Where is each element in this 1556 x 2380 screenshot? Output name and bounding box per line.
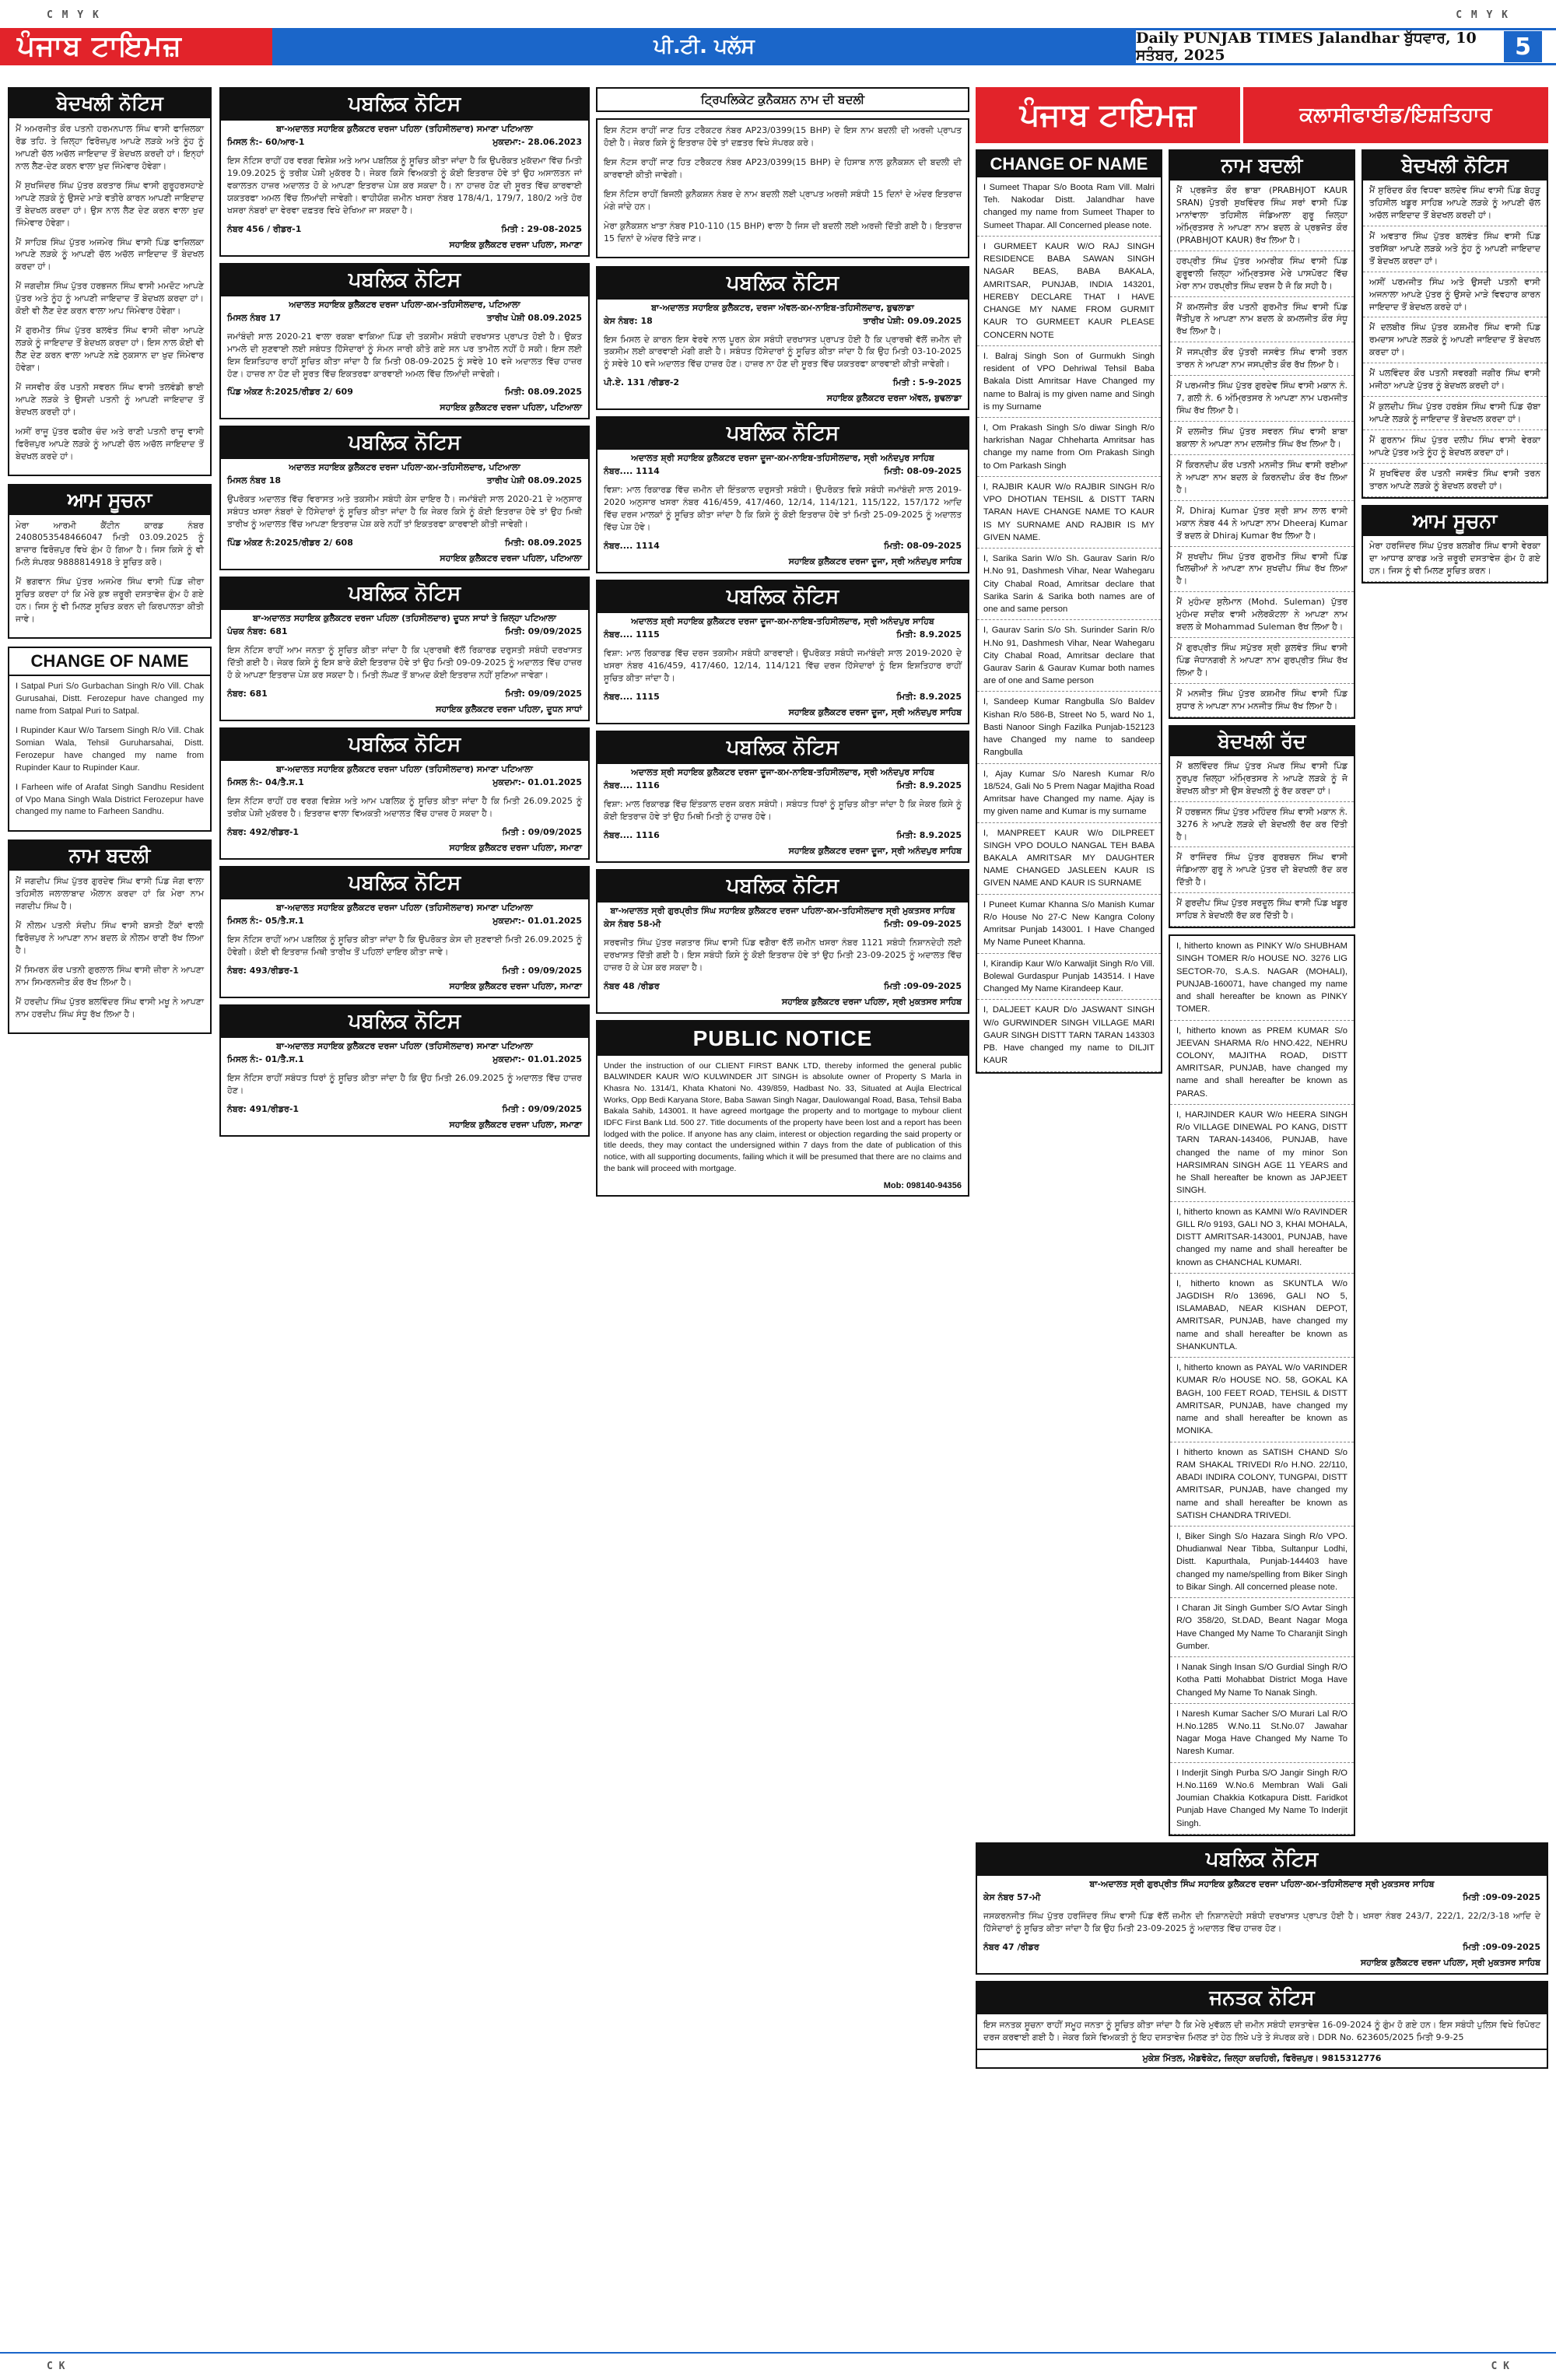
section-title: ਪੀ.ਟੀ. ਪਲੱਸ xyxy=(272,28,1136,65)
column-1 xyxy=(8,87,212,2351)
notice-case: ਪੰਚਕ ਨੰਬਰ: 681 xyxy=(227,626,288,637)
classified-entry: ਮੈਂ ਮਨਜੀਤ ਸਿੰਘ ਪੁੱਤਰ ਕਸ਼ਮੀਰ ਸਿੰਘ ਵਾਸੀ ਪਿੰਡ ਸੁਧਾਰ ਨੇ ਆਪਣਾ ਨਾਮ ਮਨਜੀਤ ਸਿੰਘ ਰੱਖ ਲਿਆ ਹੈ। xyxy=(1170,684,1354,717)
notice-heading: ਪਬਲਿਕ ਨੋਟਿਸ xyxy=(598,418,968,450)
section-heading: ਬੇਦਖਲੀ ਨੋਟਿਸ xyxy=(1363,151,1547,181)
notice-meta xyxy=(221,135,588,150)
notice-body: ਵਿਸ਼ਾ: ਮਾਲ ਰਿਕਾਰਡ ਵਿੱਚ ਇੰਤਕਾਲ ਦਰਜ ਕਰਨ ਸਬੰਧੀ। ਸਬੰਧਤ ਧਿਰਾਂ ਨੂੰ ਸੂਚਿਤ ਕੀਤਾ ਜਾਂਦਾ ਹੈ ਕਿ ਜੇਕਰ ਕਿਸੇ ਨੂੰ ਕੋਈ ਇਤਰਾਜ਼ ਹੋਵੇ ਤਾਂ ਉਹ ਮਿਥੀ ਮਿਤੀ ਨੂੰ ਹਾਜ਼ਰ ਹੋਵੇ। xyxy=(604,798,962,822)
change-of-name-box xyxy=(976,149,1162,1074)
notice-meta xyxy=(221,1052,588,1067)
notice-footer xyxy=(221,384,588,400)
section-heading: CHANGE OF NAME xyxy=(977,151,1161,177)
classified-entry: ਮੈਂ ਰਾਜਿੰਦਰ ਸਿੰਘ ਪੁੱਤਰ ਗੁਰਬਚਨ ਸਿੰਘ ਵਾਸੀ ਜੰਡਿਆਲਾ ਗੁਰੂ ਨੇ ਆਪਣੇ ਪੁੱਤਰ ਦੀ ਬੇਦਖਲੀ ਰੱਦ ਕਰ ਦਿੱਤੀ ਹੈ। xyxy=(1170,847,1354,893)
notice-ref: ਨੰਬਰ.... 1115 xyxy=(604,691,660,702)
notice-date: ਮੁਕਦਮਾ:- 01.01.2025 xyxy=(492,1053,582,1064)
notice-footer xyxy=(598,828,968,843)
notice-signature: ਸਹਾਇਕ ਕੁਲੈਕਟਰ ਦਰਜਾ ਪਹਿਲਾ, ਸ੍ਰੀ ਮੁਕਤਸਰ ਸਾਹਿਬ xyxy=(1360,1957,1540,1968)
classified-entry: I, hitherto known as SKUNTLA W/o JAGDISH R/o 13696, GALI NO 5, ISLAMABAD, NEAR KISHAN DEPOT, AMRITSAR, PUNJAB, have changed my name and shall hereafter be known as SHANKUNTLA. xyxy=(1170,1274,1354,1358)
classified-entry: ਮੈਂ ਕਮਲਜੀਤ ਕੌਰ ਪਤਨੀ ਗੁਰਮੀਤ ਸਿੰਘ ਵਾਸੀ ਪਿੰਡ ਜੈਂਤੀਪੁਰ ਨੇ ਆਪਣਾ ਨਾਮ ਬਦਲ ਕੇ ਕਮਲਜੀਤ ਕੌਰ ਸੰਧੂ ਰੱਖ ਲਿਆ ਹੈ। xyxy=(1170,297,1354,343)
classified-entry: I hitherto known as SATISH CHAND S/o RAM SHAKAL TRIVEDI R/o H.NO. 22/110, ABADI INDIRA COLONY, TUNGPAI, DISTT AMRITSAR, PUNJAB, have changed my name and shall hereafter be known as SATISH CHANDRA TRIVEDI. xyxy=(1170,1442,1354,1526)
notice-ref: ਪਿੰਡ ਅੰਕਣ ਨੰ:2025/ਰੀਡਰ 2/ 609 xyxy=(227,387,353,398)
notice-signature: ਸਹਾਇਕ ਕੁਲੈਕਟਰ ਦਰਜਾ ਪਹਿਲਾ, ਪਟਿਆਲਾ xyxy=(440,553,582,564)
classified-entry: ਮੈਂ ਗੁਰਪ੍ਰੀਤ ਸਿੰਘ ਸਪੁੱਤਰ ਸ਼੍ਰੀ ਕੁਲਵੰਤ ਸਿੰਘ ਵਾਸੀ ਪਿੰਡ ਜੋਧਾਨਗਰੀ ਨੇ ਆਪਣਾ ਨਾਮ ਗੁਰਪ੍ਰੀਤ ਸਿੰਘ ਰੱਖ ਲਿਆ ਹੈ। xyxy=(1170,638,1354,684)
notice-case: ਮਿਸਲ ਨੰ:- 05/ਤੈ.ਸ.1 xyxy=(227,915,304,926)
notice-meta xyxy=(598,627,968,643)
classified-entry: I Naresh Kumar Sacher S/O Murari Lal R/O H.No.1285 W.No.11 St.No.07 Jawahar Nagar Moga Have Changed My Name To Naresh Kumar. xyxy=(1170,1704,1354,1763)
classified-entry: ਮੈਂ ਸੁਖਦੀਪ ਸਿੰਘ ਪੁੱਤਰ ਗੁਰਮੀਤ ਸਿੰਘ ਵਾਸੀ ਪਿੰਡ ਖਿਲਚੀਆਂ ਨੇ ਆਪਣਾ ਨਾਮ ਸੁਖਦੀਪ ਸਿੰਘ ਰੱਖ ਲਿਆ ਹੈ। xyxy=(1170,547,1354,593)
classified-col-c xyxy=(1362,149,1548,1842)
notice-ref: ਨੰਬਰ: 681 xyxy=(227,689,268,699)
notice-issued: ਮਿਤੀ : 5-9-2025 xyxy=(892,377,962,388)
notice-court: ਬਾ-ਅਦਾਲਤ ਸਹਾਇਕ ਕੁਲੈਕਟਰ ਦਰਜਾ ਪਹਿਲਾ (ਤਹਿਸੀਲਦਾਰ) ਦੂਧਨ ਸਾਧਾਂ ਤੇ ਜ਼ਿਲ੍ਹਾ ਪਟਿਆਲਾ xyxy=(253,613,556,624)
notice-list xyxy=(9,676,210,830)
entry-list xyxy=(1170,181,1354,717)
notice-signature: ਸਹਾਇਕ ਕੁਲੈਕਟਰ ਦਰਜਾ ਪਹਿਲਾ, ਸਮਾਣਾ xyxy=(449,842,582,853)
notice-date: ਮਿਤੀ: 08-09-2025 xyxy=(884,466,962,477)
notice-court: ਬਾ-ਅਦਾਲਤ ਸਹਾਇਕ ਕੁਲੈਕਟਰ ਦਰਜਾ ਪਹਿਲਾ (ਤਹਿਸੀਲਦਾਰ) ਸਮਾਣਾ ਪਟਿਆਲਾ xyxy=(276,764,533,775)
notice-footer xyxy=(221,686,588,702)
notice-date: ਮਿਤੀ: 09/09/2025 xyxy=(505,626,582,637)
classified-entry: I, Ajay Kumar S/o Naresh Kumar R/o 18/524, Gali No 5 Prem Nagar Majitha Road Amritsar have Changed my name. Ajay is my given name and Kumar is my surname xyxy=(977,764,1161,823)
entry-list xyxy=(1363,181,1547,497)
notice-court: ਬਾ-ਅਦਾਲਤ ਸ੍ਰੀ ਗੁਰਪ੍ਰੀਤ ਸਿੰਘ ਸਹਾਇਕ ਕੁਲੈਕਟਰ ਦਰਜਾ ਪਹਿਲਾ-ਕਮ-ਤਹਿਸੀਲਦਾਰ ਸ੍ਰੀ ਮੁਕਤਸਰ ਸਾਹਿਬ xyxy=(610,905,955,916)
notice-issued: ਮਿਤੀ: 08-09-2025 xyxy=(884,541,962,552)
classified-entry: ਮੈਂ ਕਿਰਨਦੀਪ ਕੌਰ ਪਤਨੀ ਮਨਜੀਤ ਸਿੰਘ ਵਾਸੀ ਰਈਆ ਨੇ ਆਪਣਾ ਨਾਮ ਬਦਲ ਕੇ ਕਿਰਨਦੀਪ ਕੌਰ ਰੱਖ ਲਿਆ ਹੈ। xyxy=(1170,455,1354,501)
notice-footer xyxy=(598,538,968,554)
public-notice xyxy=(219,866,590,998)
registration-mark: C K xyxy=(1491,2361,1509,2372)
notice-case: ਮਿਸਲ ਨੰ:- 01/ਤੈ.ਸ.1 xyxy=(227,1053,304,1064)
classified-col-a xyxy=(976,149,1162,1842)
entry-list xyxy=(977,177,1161,1072)
notice-item: ਮੇਰਾ ਕੁਨੈਕਸ਼ਨ ਖਾਤਾ ਨੰਬਰ P10-110 (15 BHP) ਵਾਲਾ ਹੈ ਜਿਸ ਦੀ ਬਦਲੀ ਲਈ ਅਰਜ਼ੀ ਦਿੱਤੀ ਗਈ ਹੈ। ਇਤਰਾਜ਼ 15 ਦਿਨਾਂ ਦੇ ਅੰਦਰ ਦਿੱਤੇ ਜਾਣ। xyxy=(604,220,962,244)
column-3 xyxy=(596,87,969,2351)
classified-entry: ਮੈਂ ਸੁਰਿੰਦਰ ਕੌਰ ਵਿਧਵਾ ਬਲਦੇਵ ਸਿੰਘ ਵਾਸੀ ਪਿੰਡ ਬੋਹੜੂ ਤਹਿਸੀਲ ਖਡੂਰ ਸਾਹਿਬ ਆਪਣੇ ਲੜਕੇ ਨੂੰ ਆਪਣੀ ਚੱਲ ਅਚੱਲ ਜਾਇਦਾਦ ਤੋਂ ਬੇਦਖਲ ਕਰਦੀ ਹਾਂ। xyxy=(1363,181,1547,226)
notice-heading: ਪਬਲਿਕ ਨੋਟਿਸ xyxy=(977,1844,1547,1876)
classified-entry: ਮੈਂ ਪਲਵਿੰਦਰ ਕੌਰ ਪਤਨੀ ਸਵਰਗੀ ਜਗੀਰ ਸਿੰਘ ਵਾਸੀ ਮਜੀਠਾ ਆਪਣੇ ਪੁੱਤਰ ਨੂੰ ਬੇਦਖਲ ਕਰਦੀ ਹਾਂ। xyxy=(1363,363,1547,397)
classified-banner xyxy=(976,87,1548,143)
public-notice xyxy=(219,87,590,257)
classified-entry: ਮੈਂ ਬਲਵਿੰਦਰ ਸਿੰਘ ਪੁੱਤਰ ਮੱਘਰ ਸਿੰਘ ਵਾਸੀ ਪਿੰਡ ਨੂਰਪੁਰ ਜ਼ਿਲ੍ਹਾ ਅੰਮ੍ਰਿਤਸਰ ਨੇ ਆਪਣੇ ਲੜਕੇ ਨੂੰ ਜੋ ਬੇਦਖਲ ਕੀਤਾ ਸੀ ਉਸ ਬੇਦਖਲੀ ਨੂੰ ਰੱਦ ਕਰਦਾ ਹਾਂ। xyxy=(1170,756,1354,802)
notice-ref: ਨੰਬਰ: 493/ਰੀਡਰ-1 xyxy=(227,965,300,976)
notice-meta xyxy=(221,473,588,489)
notice-item: ਅਸੀਂ ਰਾਜੂ ਪੁੱਤਰ ਫਕੀਰ ਚੰਦ ਅਤੇ ਰਾਣੀ ਪਤਨੀ ਰਾਜੂ ਵਾਸੀ ਫਿਰੋਜ਼ਪੁਰ ਆਪਣੇ ਲੜਕੇ ਨੂੰ ਆਪਣੀ ਚੱਲ ਅਚੱਲ ਜਾਇਦਾਦ ਤੋਂ ਬੇਦਖਲ ਕਰਦੇ ਹਾਂ। xyxy=(16,426,204,461)
notice-case: ਕੇਸ ਨੰਬਰ 58-ਮੀ xyxy=(604,918,661,929)
notice-item: I Farheen wife of Arafat Singh Sandhu Resident of Vpo Mana Singh Wala District Ferozepur have changed my name to Farheen Sandhu. xyxy=(16,782,204,817)
public-notice-box xyxy=(596,1020,969,1197)
notice-body: ਵਿਸ਼ਾ: ਮਾਲ ਰਿਕਾਰਡ ਵਿੱਚ ਜ਼ਮੀਨ ਦੀ ਇੰਤਕਾਲ ਦਰੁਸਤੀ ਸਬੰਧੀ। ਉਪਰੋਕਤ ਵਿਸ਼ੇ ਸਬੰਧੀ ਜਮਾਂਬੰਦੀ ਸਾਲ 2019-2020 ਅਨੁਸਾਰ ਖਸਰਾ ਨੰਬਰ 416/459, 417/460, 12/14, 114/121, 115/122, 157/172 ਆਦਿ ਵਿੱਚ ਦਰਜ ਮਾਲਕਾਂ ਨੂੰ ਸੂਚਿਤ ਕੀਤਾ ਜਾਂਦਾ ਹੈ ਕਿ ਕਿਸੇ ਨੂੰ ਕੋਈ ਇਤਰਾਜ਼ ਹੋਵੇ ਤਾਂ ਮਿਤੀ 25-09-2025 ਨੂੰ ਅਦਾਲਤ ਵਿੱਚ ਪੇਸ਼ ਹੋਵੇ। xyxy=(604,485,962,533)
notice-signature: ਸਹਾਇਕ ਕੁਲੈਕਟਰ ਦਰਜਾ ਪਹਿਲਾ, ਸਮਾਣਾ xyxy=(449,980,582,991)
notice-item: ਮੈਂ ਨੀਲਮ ਪਤਨੀ ਸੰਦੀਪ ਸਿੰਘ ਵਾਸੀ ਬਸਤੀ ਟੈਂਕਾਂ ਵਾਲੀ ਫਿਰੋਜ਼ਪੁਰ ਨੇ ਆਪਣਾ ਨਾਮ ਬਦਲ ਕੇ ਨੀਲਮ ਰਾਣੀ ਰੱਖ ਲਿਆ ਹੈ। xyxy=(16,920,204,956)
notice-court: ਅਦਾਲਤ ਸ਼੍ਰੀ ਸਹਾਇਕ ਕੁਲੈਕਟਰ ਦਰਜਾ ਦੂਜਾ-ਕਮ-ਨਾਇਬ-ਤਹਿਸੀਲਦਾਰ, ਸ੍ਰੀ ਅਨੰਦਪੁਰ ਸਾਹਿਬ xyxy=(631,616,934,627)
column-2 xyxy=(219,87,590,2351)
notice-heading: ਪਬਲਿਕ ਨੋਟਿਸ xyxy=(598,581,968,613)
notice-body: ਵਿਸ਼ਾ: ਮਾਲ ਰਿਕਾਰਡ ਵਿੱਚ ਦਰਜ ਤਕਸੀਮ ਸਬੰਧੀ ਕਾਰਵਾਈ। ਉਪਰੋਕਤ ਸਬੰਧੀ ਜਮਾਂਬੰਦੀ ਸਾਲ 2019-2020 ਦੇ ਖਸਰਾ ਨੰਬਰ 416/459, 417/460, 12/14, 114/121 ਵਿੱਚ ਦਰਜ ਹਿੱਸੇਦਾਰਾਂ ਨੂੰ ਇਸ ਇਸ਼ਤਿਹਾਰ ਰਾਹੀਂ ਸੂਚਿਤ ਕੀਤਾ ਜਾਂਦਾ ਹੈ। xyxy=(604,648,962,683)
notice-court: ਬਾ-ਅਦਾਲਤ ਸਹਾਇਕ ਕੁਲੈਕਟਰ ਦਰਜਾ ਪਹਿਲਾ (ਤਹਿਸੀਲਦਾਰ) ਸਮਾਣਾ ਪਟਿਆਲਾ xyxy=(276,124,533,134)
section-heading: ਨਾਮ ਬਦਲੀ xyxy=(1170,151,1354,181)
notice-item: ਮੈਂ ਸਾਹਿਬ ਸਿੰਘ ਪੁੱਤਰ ਅਜਮੇਰ ਸਿੰਘ ਵਾਸੀ ਪਿੰਡ ਫਾਜ਼ਿਲਕਾ ਆਪਣੇ ਲੜਕੇ ਨੂੰ ਆਪਣੀ ਚੱਲ ਅਚੱਲ ਜਾਇਦਾਦ ਤੋਂ ਬੇਦਖਲ ਕਰਦਾ ਹਾਂ। xyxy=(16,237,204,272)
notice-signature: ਸਹਾਇਕ ਕੁਲੈਕਟਰ ਦਰਜਾ ਪਹਿਲਾ, ਸ੍ਰੀ ਮੁਕਤਸਰ ਸਾਹਿਬ xyxy=(781,996,962,1007)
classified-entry: I, hitherto known as PINKY W/o SHUBHAM SINGH TOMER R/o HOUSE NO. 3276 LIG SECTOR-70, S.A.S. NAGAR (MOHALI), PUNJAB-160071, have changed my name and shall hereafter be known as PINKY TOMER. xyxy=(1170,936,1354,1020)
notice-date: ਤਾਰੀਖ ਪੇਸ਼ੀ: 09.09.2025 xyxy=(863,315,962,326)
notice-signature: ਸਹਾਇਕ ਕੁਲੈਕਟਰ ਦਰਜਾ ਅੱਵਲ, ਬੁਢਲਾਡਾ xyxy=(826,393,962,404)
notice-date: ਤਾਰੀਖ ਪੇਸ਼ੀ 08.09.2025 xyxy=(486,475,582,486)
notice-stack xyxy=(596,266,969,1014)
notice-list xyxy=(9,871,210,1032)
notice-signature: ਸਹਾਇਕ ਕੁਲੈਕਟਰ ਦਰਜਾ ਦੂਜਾ, ਸ੍ਰੀ ਅਨੰਦਪੁਰ ਸਾਹਿਬ xyxy=(788,556,962,567)
page-number: 5 xyxy=(1504,31,1542,62)
notice-signature: ਸਹਾਇਕ ਕੁਲੈਕਟਰ ਦਰਜਾ ਦੂਜਾ, ਸ੍ਰੀ ਅਨੰਦਪੁਰ ਸਾਹਿਬ xyxy=(788,845,962,856)
classified-entry: ਮੈਂ ਪ੍ਰਭਜੋਤ ਕੌਰ ਭਾਬਾ (PRABHJOT KAUR SRAN) ਪੁੱਤਰੀ ਸੁਖਵਿੰਦਰ ਸਿੰਘ ਸਰਾਂ ਵਾਸੀ ਪਿੰਡ ਮਾਨਾਂਵਾਲਾ ਤਹਿਸੀਲ ਜੰਡਿਆਲਾ ਗੁਰੂ ਜ਼ਿਲ੍ਹਾ ਅੰਮ੍ਰਿਤਸਰ ਨੇ ਆਪਣਾ ਨਾਮ ਬਦਲ ਕੇ ਪ੍ਰਭਜੋਤ ਕੌਰ (PRABHJOT KAUR) ਰੱਖ ਲਿਆ ਹੈ। xyxy=(1170,181,1354,251)
notice-meta xyxy=(221,624,588,640)
notice-heading: ਪਬਲਿਕ ਨੋਟਿਸ xyxy=(221,578,588,610)
entry-list xyxy=(1363,536,1547,582)
notice-heading: ਪਬਲਿਕ ਨੋਟਿਸ xyxy=(221,1006,588,1038)
notice-list xyxy=(9,515,210,638)
strip-heading: ਟ੍ਰਿਪਲਿਕੇਟ ਕੁਨੈਕਸ਼ਨ ਨਾਮ ਦੀ ਬਦਲੀ xyxy=(596,87,969,112)
notice-list xyxy=(598,120,968,257)
notice-body: ਇਸ ਨੋਟਿਸ ਰਾਹੀਂ ਸਬੰਧਤ ਧਿਰਾਂ ਨੂੰ ਸੂਚਿਤ ਕੀਤਾ ਜਾਂਦਾ ਹੈ ਕਿ ਉਹ ਮਿਤੀ 26.09.2025 ਨੂੰ ਅਦਾਲਤ ਵਿੱਚ ਹਾਜ਼ਰ ਹੋਣ। xyxy=(227,1072,582,1095)
notice-body: ਇਸ ਨੋਟਿਸ ਰਾਹੀਂ ਆਮ ਜਨਤਾ ਨੂੰ ਸੂਚਿਤ ਕੀਤਾ ਜਾਂਦਾ ਹੈ ਕਿ ਪ੍ਰਾਰਥੀ ਵੱਲੋਂ ਰਿਕਾਰਡ ਦਰੁਸਤੀ ਸਬੰਧੀ ਦਰਖਾਸਤ ਦਿੱਤੀ ਗਈ ਹੈ। ਜੇਕਰ ਕਿਸੇ ਨੂੰ ਇਸ ਬਾਰੇ ਕੋਈ ਇਤਰਾਜ਼ ਹੋਵੇ ਤਾਂ ਉਹ ਮਿਤੀ 09-09-2025 ਨੂੰ ਅਦਾਲਤ ਵਿੱਚ ਹਾਜ਼ਰ ਹੋ ਕੇ ਆਪਣਾ ਇਤਰਾਜ਼ ਪੇਸ਼ ਕਰ ਸਕਦਾ ਹੈ। ਮਿਤੀ ਲੰਘਣ ਤੋਂ ਬਾਅਦ ਕੋਈ ਇਤਰਾਜ਼ ਨਹੀਂ ਸੁਣਿਆ ਜਾਵੇਗਾ। xyxy=(227,645,582,681)
notice-issued: ਮਿਤੀ : 09/09/2025 xyxy=(502,826,582,837)
notice-court: ਅਦਾਲਤ ਸ਼੍ਰੀ ਸਹਾਇਕ ਕੁਲੈਕਟਰ ਦਰਜਾ ਦੂਜਾ-ਕਮ-ਨਾਇਬ-ਤਹਿਸੀਲਦਾਰ, ਸ੍ਰੀ ਅਨੰਦਪੁਰ ਸਾਹਿਬ xyxy=(631,453,934,464)
bedakhli-box xyxy=(1362,149,1548,499)
public-notice xyxy=(596,416,969,573)
classified-col-b xyxy=(1169,149,1355,1842)
janatak-notice xyxy=(976,1981,1548,2069)
notice-date: ਮੁਕਦਮਾ:- 01.01.2025 xyxy=(492,915,582,926)
bedakhli-radd-box xyxy=(1169,725,1355,928)
notice-meta xyxy=(598,464,968,479)
classified-entry: I GURMEET KAUR W/O RAJ SINGH RESIDENCE BABA SAWAN SINGH NAGAR BEAS, BABA BAKALA, AMRITSAR, PUNJAB, INDIA 143201, HEREBY DECLARE THAT I HAVE CHANGE MY NAME FROM GURMIT KAUR TO GURMEET KAUR PLEASE CONCERN NOTE xyxy=(977,237,1161,346)
notice-issued: ਮਿਤੀ: 08.09.2025 xyxy=(505,387,582,398)
notice-item: ਮੈਂ ਜਸਵੀਰ ਕੌਰ ਪਤਨੀ ਸਵਰਨ ਸਿੰਘ ਵਾਸੀ ਤਲਵੰਡੀ ਭਾਈ ਆਪਣੇ ਲੜਕੇ ਤੇ ਉਸਦੀ ਪਤਨੀ ਨੂੰ ਆਪਣੀ ਜਾਇਦਾਦ ਤੋਂ ਬੇਦਖਲ ਕਰਦੀ ਹਾਂ। xyxy=(16,381,204,417)
classified-entry: I Puneet Kumar Khanna S/o Manish Kumar R/o House No 27-C New Kangra Colony Amritsar Punjab 143001. I Have Changed My Name Puneet Khanna. xyxy=(977,895,1161,954)
notice-signature: ਸਹਾਇਕ ਕੁਲੈਕਟਰ ਦਰਜਾ ਪਹਿਲਾ, ਸਮਾਣਾ xyxy=(449,239,582,250)
classified-entry: ਮੈਂ, Dhiraj Kumar ਪੁੱਤਰ ਸ਼੍ਰੀ ਸ਼ਾਮ ਲਾਲ ਵਾਸੀ ਮਕਾਨ ਨੰਬਰ 44 ਨੇ ਆਪਣਾ ਨਾਮ Dheeraj Kumar ਤੋਂ ਬਦਲ ਕੇ Dhiraj Kumar ਰੱਖ ਲਿਆ ਹੈ। xyxy=(1170,501,1354,547)
notice-ref: ਨੰਬਰ: 491/ਰੀਡਰ-1 xyxy=(227,1103,300,1114)
section-heading: ਨਾਮ ਬਦਲੀ xyxy=(9,841,210,871)
notice-case: ਨੰਬਰ.... 1116 xyxy=(604,780,660,790)
registration-mark: C M Y K xyxy=(47,9,100,21)
classified-entry: I, Gaurav Sarin S/o Sh. Surinder Sarin R/o H.No 91, Dashmesh Vihar, Near Wahegaru City Chabal Road, Amritsar declare that Gaurav Sarin & Gaurav Kumar both names are of one and Same person xyxy=(977,620,1161,692)
notice-case: ਮਿਸਲ ਨੰਬਰ 17 xyxy=(227,312,282,323)
issue-date: Daily PUNJAB TIMES Jalandhar ਬੁੱਧਵਾਰ, 10 ਸਤੰਬਰ, 2025 xyxy=(1136,30,1477,64)
section-heading: ਆਮ ਸੂਚਨਾ xyxy=(1363,506,1547,536)
notice-item: ਮੈਂ ਜਗਦੀਪ ਸਿੰਘ ਪੁੱਤਰ ਗੁਰਦੇਵ ਸਿੰਘ ਵਾਸੀ ਪਿੰਡ ਜੋਗ ਵਾਲਾ ਤਹਿਸੀਲ ਜਲਾਲਾਬਾਦ ਐਲਾਨ ਕਰਦਾ ਹਾਂ ਕਿ ਮੇਰਾ ਨਾਮ ਜਗਦੀਪ ਸਿੰਘ ਹੈ। xyxy=(16,876,204,912)
notice-item: ਮੇਰਾ ਆਰਮੀ ਕੈਂਟੀਨ ਕਾਰਡ ਨੰਬਰ 2408053548466047 ਮਿਤੀ 03.09.2025 ਨੂੰ ਬਾਜ਼ਾਰ ਫਿਰੋਜ਼ਪੁਰ ਵਿਖੇ ਗੁੰਮ ਹੋ ਗਿਆ ਹੈ। ਜਿਸ ਕਿਸੇ ਨੂੰ ਵੀ ਮਿਲੇ ਸੰਪਰਕ 9888814918 ਤੇ ਸੂਚਿਤ ਕਰੋ। xyxy=(16,520,204,568)
notice-court: ਬਾ-ਅਦਾਲਤ ਸਹਾਇਕ ਕੁਲੈਕਟਰ ਦਰਜਾ ਪਹਿਲਾ (ਤਹਿਸੀਲਦਾਰ) ਸਮਾਣਾ ਪਟਿਆਲਾ xyxy=(276,902,533,913)
notice-footer xyxy=(598,375,968,391)
notice-heading: ਪਬਲਿਕ ਨੋਟਿਸ xyxy=(221,89,588,121)
notice-ref: ਨੰਬਰ.... 1114 xyxy=(604,541,660,552)
notice-footer xyxy=(977,1940,1547,1955)
notice-body: ਸਰਵਜੀਤ ਸਿੰਘ ਪੁੱਤਰ ਜਗਤਾਰ ਸਿੰਘ ਵਾਸੀ ਪਿੰਡ ਵਗੈਰਾ ਵੱਲੋਂ ਜ਼ਮੀਨ ਖਸਰਾ ਨੰਬਰ 1121 ਸਬੰਧੀ ਨਿਸ਼ਾਨਦੇਹੀ ਲਈ ਦਰਖਾਸਤ ਦਿੱਤੀ ਗਈ ਹੈ। ਇਸ ਸਬੰਧੀ ਕਿਸੇ ਨੂੰ ਕੋਈ ਇਤਰਾਜ਼ ਹੋਵੇ ਤਾਂ ਉਹ ਮਿਤੀ 23-09-2025 ਨੂੰ ਅਦਾਲਤ ਵਿੱਚ ਹਾਜ਼ਰ ਹੋ ਕੇ ਪੇਸ਼ ਕਰ ਸਕਦਾ ਹੈ। xyxy=(604,937,962,973)
classified-entry: I. Balraj Singh Son of Gurmukh Singh resident of VPO Dehriwal Tehsil Baba Bakala Distt Amritsar Have Changed my name to Balraj is my given name and Singh is my Surname xyxy=(977,346,1161,418)
notice-case: ਕੇਸ ਨੰਬਰ: 18 xyxy=(604,315,653,326)
classified-entry: ਮੈਂ ਹਰਭਜਨ ਸਿੰਘ ਪੁੱਤਰ ਮਹਿੰਦਰ ਸਿੰਘ ਵਾਸੀ ਮਕਾਨ ਨੰ. 3276 ਨੇ ਆਪਣੇ ਲੜਕੇ ਦੀ ਬੇਦਖਲੀ ਰੱਦ ਕਰ ਦਿੱਤੀ ਹੈ। xyxy=(1170,802,1354,848)
notice-issued: ਮਿਤੀ: 8.9.2025 xyxy=(896,691,962,702)
public-notice xyxy=(596,731,969,863)
public-notice xyxy=(219,727,590,860)
change-of-name-box xyxy=(8,647,212,832)
notice-date: ਮੁਕਦਮਾ:- 01.01.2025 xyxy=(492,777,582,788)
registration-mark: C K xyxy=(47,2361,65,2372)
notice-item: I Satpal Puri S/o Gurbachan Singh R/o Vill. Chak Gurusahai, Distt. Ferozepur have changed my name from Satpal Puri to Satpal. xyxy=(16,682,204,716)
notice-meta xyxy=(221,775,588,790)
notice-court: ਬਾ-ਅਦਾਲਤ ਸਹਾਇਕ ਕੁਲੈਕਟਰ ਦਰਜਾ ਪਹਿਲਾ (ਤਹਿਸੀਲਦਾਰ) ਸਮਾਣਾ ਪਟਿਆਲਾ xyxy=(276,1040,533,1051)
classified-entry: I Charan Jit Singh Gumber S/O Avtar Singh R/O 358/20, St.DAD, Beant Nagar Moga Have Changed My Name To Charanjit Singh Gumber. xyxy=(1170,1598,1354,1657)
classified-entry: ਹਰਪ੍ਰੀਤ ਸਿੰਘ ਪੁੱਤਰ ਅਮਰੀਕ ਸਿੰਘ ਵਾਸੀ ਪਿੰਡ ਗੁਰੂਵਾਲੀ ਜ਼ਿਲ੍ਹਾ ਅੰਮ੍ਰਿਤਸਰ ਮੇਰੇ ਪਾਸਪੋਰਟ ਵਿੱਚ ਮੇਰਾ ਨਾਮ ਹਰਪ੍ਰੀਤ ਸਿੰਘ ਦਰਜ ਹੈ ਜੋ ਕਿ ਸਹੀ ਹੈ। xyxy=(1170,251,1354,297)
notice-item: ਇਸ ਨੋਟਿਸ ਰਾਹੀਂ ਬਿਜਲੀ ਕੁਨੈਕਸ਼ਨ ਨੰਬਰ ਦੇ ਨਾਮ ਬਦਲੀ ਲਈ ਪ੍ਰਾਪਤ ਅਰਜ਼ੀ ਸਬੰਧੀ 15 ਦਿਨਾਂ ਦੇ ਅੰਦਰ ਇਤਰਾਜ਼ ਮੰਗੇ ਜਾਂਦੇ ਹਨ। xyxy=(604,188,962,212)
classified-label: ਕਲਾਸੀਫਾਈਡ/ਇਸ਼ਤਿਹਾਰ xyxy=(1240,87,1548,143)
notice-ref: ਨੰਬਰ.... 1116 xyxy=(604,829,660,840)
notice-footer xyxy=(221,963,588,979)
notice-body: ਜਸਕਰਨਜੀਤ ਸਿੰਘ ਪੁੱਤਰ ਹਰਜਿੰਦਰ ਸਿੰਘ ਵਾਸੀ ਪਿੰਡ ਵੱਲੋਂ ਜ਼ਮੀਨ ਦੀ ਨਿਸ਼ਾਨਦੇਹੀ ਸਬੰਧੀ ਦਰਖਾਸਤ ਪ੍ਰਾਪਤ ਹੋਈ ਹੈ। ਖਸਰਾ ਨੰਬਰ 243/7, 222/1, 22/2/3-18 ਆਦਿ ਦੇ ਹਿੱਸੇਦਾਰਾਂ ਨੂੰ ਸੂਚਿਤ ਕੀਤਾ ਜਾਂਦਾ ਹੈ ਕਿ ਉਹ ਮਿਤੀ 23-09-2025 ਨੂੰ ਅਦਾਲਤ ਵਿੱਚ ਹਾਜ਼ਰ ਹੋਣ। xyxy=(983,1910,1540,1933)
advocate-contact: ਮੁਕੇਸ਼ ਮਿੱਤਲ, ਐਡਵੋਕੇਟ, ਜ਼ਿਲ੍ਹਾ ਕਚਹਿਰੀ, ਫਿਰੋਜ਼ਪੁਰ। 9815312776 xyxy=(977,2049,1547,2067)
bedakhli-box xyxy=(8,87,212,476)
notice-case: ਕੇਸ ਨੰਬਰ 57-ਮੀ xyxy=(983,1891,1041,1902)
notice-date: ਮੁਕਦਮਾ:- 28.06.2023 xyxy=(492,137,582,147)
notice-footer xyxy=(598,689,968,705)
notice-footer xyxy=(221,1102,588,1117)
notice-court: ਬਾ-ਅਦਾਲਤ ਸ੍ਰੀ ਗੁਰਪ੍ਰੀਤ ਸਿੰਘ ਸਹਾਇਕ ਕੁਲੈਕਟਰ ਦਰਜਾ ਪਹਿਲਾ-ਕਮ-ਤਹਿਸੀਲਦਾਰ ਸ੍ਰੀ ਮੁਕਤਸਰ ਸਾਹਿਬ xyxy=(1089,1878,1435,1889)
notice-item: ਮੈਂ ਸੁਖਜਿੰਦਰ ਸਿੰਘ ਪੁੱਤਰ ਕਰਤਾਰ ਸਿੰਘ ਵਾਸੀ ਗੁਰੂਹਰਸਹਾਏ ਆਪਣੇ ਲੜਕੇ ਨੂੰ ਉਸਦੇ ਮਾੜੇ ਵਤੀਰੇ ਕਾਰਨ ਆਪਣੀ ਜਾਇਦਾਦ ਤੋਂ ਬੇਦਖਲ ਕਰਦਾ ਹਾਂ। ਉਸ ਨਾਲ ਲੈਣ ਦੇਣ ਕਰਨ ਵਾਲਾ ਖੁਦ ਜਿੰਮੇਵਾਰ ਹੋਵੇਗਾ। xyxy=(16,180,204,228)
classified-entry: I, Sandeep Kumar Rangbulla S/o Baldev Kishan R/o 586-B, Street No 5, ward No 1, Basti Nanoor Singh Fazilka Punjab-152123 have Changed my name to sandeep Rangbulla xyxy=(977,692,1161,763)
notice-case: ਮਿਸਲ ਨੰ:- 04/ਤੈ.ਸ.1 xyxy=(227,777,304,788)
notice-item: ਮੈਂ ਗੁਰਮੀਤ ਸਿੰਘ ਪੁੱਤਰ ਬਲਵੰਤ ਸਿੰਘ ਵਾਸੀ ਜ਼ੀਰਾ ਆਪਣੇ ਲੜਕੇ ਨੂੰ ਜਾਇਦਾਦ ਤੋਂ ਬੇਦਖਲ ਕਰਦਾ ਹਾਂ। ਇਸ ਨਾਲ ਕੋਈ ਵੀ ਲੈਣ ਦੇਣ ਕਰਨ ਵਾਲਾ ਆਪਣੇ ਨਫ਼ੇ ਨੁਕਸਾਨ ਦਾ ਖੁਦ ਜਿੰਮੇਵਾਰ ਹੋਵੇਗਾ। xyxy=(16,325,204,373)
notice-item: I Rupinder Kaur W/o Tarsem Singh R/o Vill. Chak Somian Wala, Tehsil Guruharsahai, Distt. Ferozepur have changed my name from Rupinder Kaur to Rupinder Kaur. xyxy=(16,725,204,773)
notice-meta xyxy=(598,314,968,329)
notice-footer xyxy=(221,535,588,551)
notice-meta xyxy=(598,917,968,932)
notice-case: ਮਿਸਲ ਨੰ:- 60/ਆਰ-1 xyxy=(227,137,305,147)
classified-entry: ਮੈਂ ਦਲਜੀਤ ਸਿੰਘ ਪੁੱਤਰ ਸਵਰਨ ਸਿੰਘ ਵਾਸੀ ਬਾਬਾ ਬਕਾਲਾ ਨੇ ਆਪਣਾ ਨਾਮ ਦਲਜੀਤ ਸਿੰਘ ਰੱਖ ਲਿਆ ਹੈ। xyxy=(1170,422,1354,455)
public-notice xyxy=(596,580,969,724)
notice-heading: ਜਨਤਕ ਨੋਟਿਸ xyxy=(977,1982,1547,2014)
notice-signature: ਸਹਾਇਕ ਕੁਲੈਕਟਰ ਦਰਜਾ ਪਹਿਲਾ, ਪਟਿਆਲਾ xyxy=(440,402,582,413)
change-of-name-box-2 xyxy=(1169,934,1355,1836)
notice-ref: ਨੰਬਰ 47 /ਰੀਡਰ xyxy=(983,1941,1039,1952)
page-bottom-rule xyxy=(0,2352,1556,2354)
notice-item: ਇਸ ਨੋਟਸ ਰਾਹੀਂ ਜਾਣ ਹਿਤ ਟਰੈਕਟਰ ਨੰਬਰ AP23/0399(15 BHP) ਦੇ ਹਿਸਾਬ ਨਾਲ ਕੁਨੈਕਸ਼ਨ ਦੀ ਬਦਲੀ ਦੀ ਕਾਰਵਾਈ ਕੀਤੀ ਜਾਵੇਗੀ। xyxy=(604,156,962,180)
notice-heading: ਪਬਲਿਕ ਨੋਟਿਸ xyxy=(598,871,968,903)
notice-item: ਮੈਂ ਭਗਵਾਨ ਸਿੰਘ ਪੁੱਤਰ ਅਜਮੇਰ ਸਿੰਘ ਵਾਸੀ ਪਿੰਡ ਜ਼ੀਰਾ ਸੂਚਿਤ ਕਰਦਾ ਹਾਂ ਕਿ ਮੇਰੇ ਕੁਝ ਜ਼ਰੂਰੀ ਦਸਤਾਵੇਜ਼ ਗੁੰਮ ਹੋ ਗਏ ਹਨ। ਜਿਸ ਨੂੰ ਵੀ ਮਿਲਣ ਸੂਚਿਤ ਕਰਨ ਦੀ ਕਿਰਪਾਲਤਾ ਕੀਤੀ ਜਾਵੇ। xyxy=(16,577,204,625)
registration-mark: C M Y K xyxy=(1456,9,1509,21)
notice-signature: ਸਹਾਇਕ ਕੁਲੈਕਟਰ ਦਰਜਾ ਪਹਿਲਾ, ਦੂਧਨ ਸਾਧਾਂ xyxy=(436,704,582,715)
public-notice xyxy=(596,266,969,411)
classified-entry: ਮੇਰਾ ਹਰਜਿੰਦਰ ਸਿੰਘ ਪੁੱਤਰ ਬਲਬੀਰ ਸਿੰਘ ਵਾਸੀ ਵੇਰਕਾ ਦਾ ਆਧਾਰ ਕਾਰਡ ਅਤੇ ਜ਼ਰੂਰੀ ਦਸਤਾਵੇਜ਼ ਗੁੰਮ ਹੋ ਗਏ ਹਨ। ਜਿਸ ਨੂੰ ਵੀ ਮਿਲਣ ਸੂਚਿਤ ਕਰਨ। xyxy=(1363,536,1547,582)
classified-entry: I, MANPREET KAUR W/o DILPREET SINGH VPO DOULO NANGAL TEH BABA BAKALA AMRITSAR MY DAUGHTER NAME CHANGED JASLEEN KAUR IS GIVEN NAME AND KAUR IS SURNAME xyxy=(977,823,1161,895)
section-heading: ਬੇਦਖਲੀ ਰੱਦ xyxy=(1170,727,1354,756)
classified-entry: ਮੈਂ ਗੁਰਦੀਪ ਸਿੰਘ ਪੁੱਤਰ ਸਰਦੂਲ ਸਿੰਘ ਵਾਸੀ ਪਿੰਡ ਖਡੂਰ ਸਾਹਿਬ ਨੇ ਬੇਦਖਲੀ ਰੱਦ ਕਰ ਦਿੱਤੀ ਹੈ। xyxy=(1170,893,1354,927)
notice-case: ਮਿਸਲ ਨੰਬਰ 18 xyxy=(227,475,282,486)
notice-issued: ਮਿਤੀ :09-09-2025 xyxy=(884,980,962,991)
notice-footer xyxy=(598,979,968,994)
classified-entry: I, Biker Singh S/o Hazara Singh R/o VPO. Dhudianwal Near Tibba, Sultanpur Lodhi, Distt. Kapurthala, Punjab-144403 have changed my name/spelling from Biker Singh to Bikar Singh. All concerned please note. xyxy=(1170,1526,1354,1598)
section-heading: ਬੇਦਖਲੀ ਨੋਟਿਸ xyxy=(9,89,210,118)
classified-entry: I Inderjit Singh Purba S/O Jangir Singh R/O H.No.1169 W.No.6 Membran Wali Gali Joumian Chakkia Kotkapura Distt. Faridkot Punjab Have Changed My Name To Inderjit Singh. xyxy=(1170,1763,1354,1835)
notice-body: ਉਪਰੋਕਤ ਅਦਾਲਤ ਵਿੱਚ ਵਿਰਾਸਤ ਅਤੇ ਤਕਸੀਮ ਸਬੰਧੀ ਕੇਸ ਦਾਇਰ ਹੈ। ਜਮਾਂਬੰਦੀ ਸਾਲ 2020-21 ਦੇ ਅਨੁਸਾਰ ਸਬੰਧਤ ਖਸਰਾ ਨੰਬਰਾਂ ਦੇ ਹਿੱਸੇਦਾਰਾਂ ਨੂੰ ਸੂਚਿਤ ਕੀਤਾ ਜਾਂਦਾ ਹੈ ਕਿ ਜੇਕਰ ਕਿਸੇ ਨੂੰ ਕੋਈ ਇਤਰਾਜ਼ ਹੋਵੇ ਤਾਂ ਉਹ ਮਿਥੀ ਤਾਰੀਖ ਨੂੰ ਅਦਾਲਤ ਵਿੱਚ ਆਪਣਾ ਇਤਰਾਜ਼ ਪੇਸ਼ ਕਰੇ ਨਹੀਂ ਤਾਂ ਇਕਤਰਫਾ ਕਾਰਵਾਈ ਕੀਤੀ ਜਾਵੇਗੀ। xyxy=(227,494,582,530)
connection-notice-box xyxy=(596,118,969,258)
notice-heading: ਪਬਲਿਕ ਨੋਟਿਸ xyxy=(598,268,968,300)
classified-entry: I Sumeet Thapar S/o Boota Ram Vill. Malri Teh. Nakodar Distt. Jalandhar have changed my name from Sumeet Thaper to Sumeet Thapar. All Concerned please note. xyxy=(977,177,1161,237)
classified-entry: ਮੈਂ ਅਵਤਾਰ ਸਿੰਘ ਪੁੱਤਰ ਬਲਵੰਤ ਸਿੰਘ ਵਾਸੀ ਪਿੰਡ ਤਰਸਿੱਕਾ ਆਪਣੇ ਲੜਕੇ ਅਤੇ ਨੂੰਹ ਨੂੰ ਆਪਣੀ ਜਾਇਦਾਦ ਤੋਂ ਬੇਦਖਲ ਕਰਦਾ ਹਾਂ। xyxy=(1363,226,1547,272)
newspaper-logo: ਪੰਜਾਬ ਟਾਇਮਜ਼ xyxy=(0,28,272,65)
notice-signature: ਸਹਾਇਕ ਕੁਲੈਕਟਰ ਦਰਜਾ ਪਹਿਲਾ, ਸਮਾਣਾ xyxy=(449,1119,582,1130)
notice-item: ਮੈਂ ਅਮਰਜੀਤ ਕੌਰ ਪਤਨੀ ਹਰਮਨਪਾਲ ਸਿੰਘ ਵਾਸੀ ਫਾਜ਼ਿਲਕਾ ਰੋਡ ਤਹਿ. ਤੇ ਜ਼ਿਲ੍ਹਾ ਫਿਰੋਜ਼ਪੁਰ ਆਪਣੇ ਲੜਕੇ ਅਤੇ ਨੂੰਹ ਨੂੰ ਆਪਣੀ ਚੱਲ ਅਚੱਲ ਜਾਇਦਾਦ ਤੋਂ ਬੇਦਖਲ ਕਰਦੀ ਹਾਂ। ਇਨ੍ਹਾਂ ਨਾਲ ਲੈਣ-ਦੇਣ ਕਰਨ ਵਾਲਾ ਖੁਦ ਜਿੰਮੇਵਾਰ ਹੋਵੇਗਾ। xyxy=(16,124,204,171)
classified-entry: I, HARJINDER KAUR W/o HEERA SINGH R/o VILLAGE DINEWAL PO KANG, DISTT TARN TARAN-143406, PUNJAB, have changed the name of my minor Son HARSIMRAN SINGH AGE 11 YEARS and he Shall hereafter be known as JAPJEET SINGH. xyxy=(1170,1105,1354,1202)
classified-entry: I, Sarika Sarin W/o Sh. Gaurav Sarin R/o H.No 91, Dashmesh Vihar, Near Wahegaru City Chabal Road, Amritsar declare that Sarika Sarin & Sarika both names are of one and same person xyxy=(977,549,1161,620)
public-notice xyxy=(219,426,590,570)
notice-meta xyxy=(977,1890,1547,1905)
notice-item: ਮੈਂ ਹਰਦੀਪ ਸਿੰਘ ਪੁੱਤਰ ਬਲਵਿੰਦਰ ਸਿੰਘ ਵਾਸੀ ਮਖੂ ਨੇ ਆਪਣਾ ਨਾਮ ਹਰਦੀਪ ਸਿੰਘ ਸੰਧੂ ਰੱਖ ਲਿਆ ਹੈ। xyxy=(16,996,204,1019)
classified-entry: ਮੈਂ ਦਲਬੀਰ ਸਿੰਘ ਪੁੱਤਰ ਕਸ਼ਮੀਰ ਸਿੰਘ ਵਾਸੀ ਪਿੰਡ ਰਮਦਾਸ ਆਪਣੇ ਲੜਕੇ ਨੂੰ ਆਪਣੀ ਜਾਇਦਾਦ ਤੋਂ ਬੇਦਖਲ ਕਰਦਾ ਹਾਂ। xyxy=(1363,317,1547,363)
notice-body: ਇਸ ਜਨਤਕ ਸੂਚਨਾ ਰਾਹੀਂ ਸਮੂਹ ਜਨਤਾ ਨੂੰ ਸੂਚਿਤ ਕੀਤਾ ਜਾਂਦਾ ਹੈ ਕਿ ਮੇਰੇ ਮੁਵੱਕਲ ਦੀ ਜ਼ਮੀਨ ਸਬੰਧੀ ਦਸਤਾਵੇਜ਼ 16-09-2024 ਨੂੰ ਗੁੰਮ ਹੋ ਗਏ ਹਨ। ਇਸ ਸਬੰਧੀ ਪੁਲਿਸ ਵਿਖੇ ਰਿਪੋਰਟ ਦਰਜ ਕਰਵਾਈ ਗਈ ਹੈ। ਜੇਕਰ ਕਿਸੇ ਵਿਅਕਤੀ ਨੂੰ ਇਹ ਦਸਤਾਵੇਜ਼ ਮਿਲਣ ਤਾਂ ਹੇਠ ਲਿਖੇ ਪਤੇ ਤੇ ਸੰਪਰਕ ਕਰੇ। DDR No. 623605/2025 ਮਿਤੀ 9-9-25 xyxy=(983,2019,1540,2042)
notice-issued: ਮਿਤੀ :09-09-2025 xyxy=(1463,1941,1540,1952)
section-heading: ਆਮ ਸੂਚਨਾ xyxy=(9,485,210,515)
notice-heading: ਪਬਲਿਕ ਨੋਟਿਸ xyxy=(598,732,968,764)
notice-body: ਜਮਾਂਬੰਦੀ ਸਾਲ 2020-21 ਵਾਲਾ ਰਕਬਾ ਵਾਕਿਆ ਪਿੰਡ ਦੀ ਤਕਸੀਮ ਸਬੰਧੀ ਦਰਖਾਸਤ ਪ੍ਰਾਪਤ ਹੋਈ ਹੈ। ਉਕਤ ਮਾਮਲੇ ਦੀ ਸੁਣਵਾਈ ਲਈ ਸਬੰਧਤ ਹਿੱਸੇਦਾਰਾਂ ਨੂੰ ਸੰਮਨ ਜਾਰੀ ਕੀਤੇ ਗਏ ਸਨ ਪਰ ਤਾਮੀਲ ਨਹੀਂ ਹੋ ਸਕੀ। ਇਸ ਲਈ ਇਸ ਇਸ਼ਤਿਹਾਰ ਰਾਹੀਂ ਸੂਚਿਤ ਕੀਤਾ ਜਾਂਦਾ ਹੈ ਕਿ ਮਿਤੀ 08-09-2025 ਨੂੰ ਸਵੇਰੇ 10 ਵਜੇ ਅਦਾਲਤ ਵਿੱਚ ਹਾਜ਼ਰ ਹੋਣ। ਹਾਜ਼ਰ ਨਾ ਹੋਣ ਦੀ ਸੂਰਤ ਵਿੱਚ ਇਕਤਰਫਾ ਕਾਰਵਾਈ ਅਮਲ ਵਿੱਚ ਲਿਆਂਦੀ ਜਾਵੇਗੀ। xyxy=(227,331,582,379)
entry-list xyxy=(1170,756,1354,927)
notice-case: ਨੰਬਰ.... 1115 xyxy=(604,629,660,640)
notice-ref: ਨੰਬਰ 456 / ਰੀਡਰ-1 xyxy=(227,223,302,234)
public-notice xyxy=(219,1004,590,1137)
classified-entry: ਮੈਂ ਸੁਖਵਿੰਦਰ ਕੌਰ ਪਤਨੀ ਜਸਵੰਤ ਸਿੰਘ ਵਾਸੀ ਤਰਨ ਤਾਰਨ ਆਪਣੇ ਲੜਕੇ ਨੂੰ ਬੇਦਖਲ ਕਰਦੀ ਹਾਂ। xyxy=(1363,464,1547,497)
notice-date: ਮਿਤੀ :09-09-2025 xyxy=(1463,1891,1540,1902)
notice-ref: ਪੀ.ਏ. 131 /ਰੀਡਰ-2 xyxy=(604,377,680,388)
classified-entry: ਮੈਂ ਜਸਪ੍ਰੀਤ ਕੌਰ ਪੁੱਤਰੀ ਜਸਵੰਤ ਸਿੰਘ ਵਾਸੀ ਤਰਨ ਤਾਰਨ ਨੇ ਆਪਣਾ ਨਾਮ ਜਸਪ੍ਰੀਤ ਕੌਰ ਰੱਖ ਲਿਆ ਹੈ। xyxy=(1170,342,1354,376)
classified-entry: I, hitherto known as PREM KUMAR S/o JEEVAN SHARMA R/o HNO.422, NEHRU COLONY, MAJITHA ROAD, DISTT AMRITSAR, PUNJAB, have changed my name and shall hereafter be known as PARAS. xyxy=(1170,1021,1354,1105)
classified-entry: ਮੈਂ ਕੁਲਦੀਪ ਸਿੰਘ ਪੁੱਤਰ ਹਰਬੰਸ ਸਿੰਘ ਵਾਸੀ ਪਿੰਡ ਚੱਬਾ ਆਪਣੇ ਲੜਕੇ ਨੂੰ ਜਾਇਦਾਦ ਤੋਂ ਬੇਦਖਲ ਕਰਦਾ ਹਾਂ। xyxy=(1363,397,1547,430)
notice-meta xyxy=(221,913,588,929)
notice-court: ਅਦਾਲਤ ਸਹਾਇਕ ਕੁਲੈਕਟਰ ਦਰਜਾ ਪਹਿਲਾ-ਕਮ-ਤਹਿਸੀਲਦਾਰ, ਪਟਿਆਲਾ xyxy=(289,462,520,473)
notice-body: ਇਸ ਨੋਟਿਸ ਰਾਹੀਂ ਆਮ ਪਬਲਿਕ ਨੂੰ ਸੂਚਿਤ ਕੀਤਾ ਜਾਂਦਾ ਹੈ ਕਿ ਉਪਰੋਕਤ ਕੇਸ ਦੀ ਸੁਣਵਾਈ ਮਿਤੀ 26.09.2025 ਨੂੰ ਹੋਵੇਗੀ। ਕੋਈ ਵੀ ਇਤਰਾਜ਼ ਮਿਥੀ ਤਾਰੀਖ ਤੋਂ ਪਹਿਲਾਂ ਦਾਇਰ ਕੀਤਾ ਜਾਵੇ। xyxy=(227,934,582,957)
notice-issued: ਮਿਤੀ: 08.09.2025 xyxy=(505,538,582,549)
notice-date: ਮਿਤੀ: 09-09-2025 xyxy=(884,918,962,929)
notice-meta xyxy=(221,310,588,326)
notice-issued: ਮਿਤੀ : 09/09/2025 xyxy=(502,1103,582,1114)
column-4-classifieds xyxy=(976,87,1548,2351)
naam-badli-box xyxy=(8,839,212,1033)
classified-entry: I, RAJBIR KAUR W/o RAJBIR SINGH R/o VPO DHOTIAN TEHSIL & DISTT TARN TARAN HAVE CHANGE NAME TO KAUR IS MY SURNAME AND RAJBIR IS MY GIVEN NAME. xyxy=(977,477,1161,549)
notice-meta xyxy=(598,778,968,794)
classified-entry: I, DALJEET KAUR D/o JASWANT SINGH W/o GURWINDER SINGH VILLAGE MARI GAUR SINGH DISTT TARN TARAN 143303 PB. Have changed my name to DILJIT KAUR xyxy=(977,1000,1161,1071)
notice-issued: ਮਿਤੀ: 09/09/2025 xyxy=(505,689,582,699)
aam-suchna-box xyxy=(8,484,212,640)
public-notice xyxy=(219,263,590,420)
classified-logo: ਪੰਜਾਬ ਟਾਇਮਜ਼ xyxy=(976,87,1240,143)
notice-ref: ਪਿੰਡ ਅੰਕਣ ਨੰ:2025/ਰੀਡਰ 2/ 608 xyxy=(227,538,353,549)
public-notice xyxy=(596,869,969,1014)
notice-signature: Mob: 098140-94356 xyxy=(883,1181,962,1191)
notice-court: ਬਾ-ਅਦਾਲਤ ਸਹਾਇਕ ਕੁਲੈਕਟਰ, ਦਰਜਾ ਅੱਵਲ-ਕਮ-ਨਾਇਬ-ਤਹਿਸੀਲਦਾਰ, ਬੁਢਲਾਡਾ xyxy=(651,302,914,313)
section-heading: CHANGE OF NAME xyxy=(9,648,210,676)
notice-date: ਤਾਰੀਖ ਪੇਸ਼ੀ 08.09.2025 xyxy=(486,312,582,323)
notice-body: ਇਸ ਮਿਸਲ ਦੇ ਕਾਰਨ ਇਸ ਵੇਰਵੇ ਨਾਲ ਪੂਰਨ ਕੇਸ ਸਬੰਧੀ ਦਰਖਾਸਤ ਪ੍ਰਾਪਤ ਹੋਈ ਹੈ ਕਿ ਪ੍ਰਾਰਥੀ ਵੱਲੋਂ ਜ਼ਮੀਨ ਦੀ ਤਕਸੀਮ ਲਈ ਕਾਰਵਾਈ ਮੰਗੀ ਗਈ ਹੈ। ਸਬੰਧਤ ਹਿੱਸੇਦਾਰਾਂ ਨੂੰ ਸੂਚਿਤ ਕੀਤਾ ਜਾਂਦਾ ਹੈ ਕਿ ਉਹ ਮਿਤੀ 03-10-2025 ਨੂੰ ਸਵੇਰੇ 10 ਵਜੇ ਅਦਾਲਤ ਵਿੱਚ ਹਾਜ਼ਰ ਹੋਣ। ਹਾਜ਼ਰ ਨਾ ਹੋਣ ਦੀ ਸੂਰਤ ਵਿੱਚ ਯਕਤਰਫਾ ਕਾਰਵਾਈ ਕੀਤੀ ਜਾਵੇਗੀ। xyxy=(604,334,962,370)
notice-issued: ਮਿਤੀ: 8.9.2025 xyxy=(896,829,962,840)
notice-heading: ਪਬਲਿਕ ਨੋਟਿਸ xyxy=(221,427,588,459)
public-notice xyxy=(219,577,590,721)
dateline xyxy=(1136,28,1556,65)
notice-item: ਮੈਂ ਸਿਮਰਨ ਕੌਰ ਪਤਨੀ ਗੁਰਲਾਲ ਸਿੰਘ ਵਾਸੀ ਜ਼ੀਰਾ ਨੇ ਆਪਣਾ ਨਾਮ ਸਿਮਰਨਜੀਤ ਕੌਰ ਰੱਖ ਲਿਆ ਹੈ। xyxy=(16,965,204,987)
notice-body: ਇਸ ਨੋਟਿਸ ਰਾਹੀਂ ਹਰ ਵਰਗ ਵਿਸ਼ੇਸ਼ ਅਤੇ ਆਮ ਪਬਲਿਕ ਨੂੰ ਸੂਚਿਤ ਕੀਤਾ ਜਾਂਦਾ ਹੈ ਕਿ ਮਿਤੀ 26.09.2025 ਨੂੰ ਤਰੀਕ ਪੇਸ਼ੀ ਮੁਕੱਰਰ ਹੈ। ਇਤਰਾਜ਼ ਵਾਲਾ ਵਿਅਕਤੀ ਅਦਾਲਤ ਵਿੱਚ ਹਾਜ਼ਰ ਹੋ ਸਕਦਾ ਹੈ। xyxy=(227,796,582,818)
naam-badli-box xyxy=(1169,149,1355,719)
section-heading: PUBLIC NOTICE xyxy=(598,1022,968,1056)
notice-signature: ਸਹਾਇਕ ਕੁਲੈਕਟਰ ਦਰਜਾ ਦੂਜਾ, ਸ੍ਰੀ ਅਨੰਦਪੁਰ ਸਾਹਿਬ xyxy=(788,706,962,717)
notice-heading: ਪਬਲਿਕ ਨੋਟਿਸ xyxy=(221,868,588,899)
notice-date: ਮਿਤੀ: 8.9.2025 xyxy=(896,780,962,790)
notice-court: ਅਦਾਲਤ ਸਹਾਇਕ ਕੁਲੈਕਟਰ ਦਰਜਾ ਪਹਿਲਾ-ਕਮ-ਤਹਿਸੀਲਦਾਰ, ਪਟਿਆਲਾ xyxy=(289,299,520,310)
classified-entry: I, hitherto known as PAYAL W/o VARINDER KUMAR R/o HOUSE NO. 58, GOKAL KA BAGH, 100 FEET ROAD, TEHSIL & DISTT AMRITSAR, PUNJAB, have changed my name and shall hereafter be known as MONIKA. xyxy=(1170,1358,1354,1442)
classified-grid xyxy=(976,149,1548,1842)
classified-entry: I, hitherto known as KAMNI W/o RAVINDER GILL R/o 9193, GALI NO 3, KHAI MOHALA, DISTT AMRITSAR-143001, PUNJAB, have changed my name and shall hereafter be known as CHANCHAL KUMARI. xyxy=(1170,1202,1354,1274)
classified-entry: ਮੈਂ ਪਰਮਜੀਤ ਸਿੰਘ ਪੁੱਤਰ ਗੁਰਦੇਵ ਸਿੰਘ ਵਾਸੀ ਮਕਾਨ ਨੰ. 7, ਗਲੀ ਨੰ. 6 ਅੰਮ੍ਰਿਤਸਰ ਨੇ ਆਪਣਾ ਨਾਮ ਪਰਮਜੀਤ ਸਿੰਘ ਰੱਖ ਲਿਆ ਹੈ। xyxy=(1170,376,1354,422)
aam-suchna-box xyxy=(1362,505,1548,584)
notice-body: ਇਸ ਨੋਟਿਸ ਰਾਹੀਂ ਹਰ ਵਰਗ ਵਿਸ਼ੇਸ਼ ਅਤੇ ਆਮ ਪਬਲਿਕ ਨੂੰ ਸੂਚਿਤ ਕੀਤਾ ਜਾਂਦਾ ਹੈ ਕਿ ਉਪਰੋਕਤ ਮੁਕੱਦਮਾ ਵਿੱਚ ਮਿਤੀ 19.09.2025 ਨੂੰ ਤਰੀਕ ਪੇਸ਼ੀ ਮੁਕੱਰਰ ਹੈ। ਜੇਕਰ ਕਿਸੇ ਵਿਅਕਤੀ ਨੂੰ ਕੋਈ ਇਤਰਾਜ਼ ਹੋਵੇ ਤਾਂ ਉਹ ਅਸਾਲਤਨ ਜਾਂ ਵਕਾਲਤਨ ਹਾਜ਼ਰ ਅਦਾਲਤ ਹੋ ਕੇ ਆਪਣਾ ਇਤਰਾਜ਼ ਪੇਸ਼ ਕਰ ਸਕਦਾ ਹੈ। ਨਾ ਹਾਜ਼ਰ ਹੋਣ ਦੀ ਸੂਰਤ ਵਿੱਚ ਕਾਰਵਾਈ ਯਕਤਰਫਾ ਅਮਲ ਵਿੱਚ ਲਿਆਂਦੀ ਜਾਵੇਗੀ। ਵਾਹੀਯੋਗ ਜ਼ਮੀਨ ਖਸਰਾ ਨੰਬਰ 178/4/1, 179/7, 180/2 ਅਤੇ ਹੋਰ ਖਸਰਾ ਨੰਬਰਾਂ ਦਾ ਵੇਰਵਾ ਦਫ਼ਤਰ ਵਿਖੇ ਦੇਖਿਆ ਜਾ ਸਕਦਾ ਹੈ। xyxy=(227,156,582,216)
classified-entry: ਮੈਂ ਮੁਹੰਮਦ ਸੁਲੇਮਾਨ (Mohd. Suleman) ਪੁੱਤਰ ਮੁਹੰਮਦ ਸਦੀਕ ਵਾਸੀ ਮਲੇਰਕੋਟਲਾ ਨੇ ਆਪਣਾ ਨਾਮ ਬਦਲ ਕੇ Mohammad Suleman ਰੱਖ ਲਿਆ ਹੈ। xyxy=(1170,592,1354,638)
masthead xyxy=(0,28,1556,65)
notice-footer xyxy=(221,825,588,840)
notice-heading: ਪਬਲਿਕ ਨੋਟਿਸ xyxy=(221,729,588,761)
notice-body: Under the instruction of our CLIENT FIRST BANK LTD, thereby informed the general public BALWINDER KAUR W/O KULWINDER JIT SINGH is absolute owner of Property S Marla in Khasra No. 1314/1, Khata Khatoni No. 439/859, Hadbast No. 33, Situated at Aujla Electrical Works, Opp Bedi Karyana Store, Baba Sawan Singh Nagar, Daulowangal Road, Basa, Tehsil Baba Bakala Sahib, 143001. It have agreed mortgage the property and to mortgage to mybour client IDFC First Bank Ltd. 500 27. Title documents of the property have been lost and a report has been lodged with the police. If anyone has any claim, interest or objection regarding the said property or title deeds, they may contact the undersigned within 7 days from the date of publication of this notice, with all supporting documents, failing which it will be presumed that there are no claims and the bank will proceed with mortgage. xyxy=(604,1060,962,1173)
notice-case: ਨੰਬਰ.... 1114 xyxy=(604,466,660,477)
notice-heading: ਪਬਲਿਕ ਨੋਟਿਸ xyxy=(221,265,588,296)
notice-ref: ਨੰਬਰ: 492/ਰੀਡਰ-1 xyxy=(227,826,300,837)
notice-footer xyxy=(221,222,588,237)
notice-court: ਅਦਾਲਤ ਸ਼੍ਰੀ ਸਹਾਇਕ ਕੁਲੈਕਟਰ ਦਰਜਾ ਦੂਜਾ-ਕਮ-ਨਾਇਬ-ਤਹਿਸੀਲਦਾਰ, ਸ੍ਰੀ ਅਨੰਦਪੁਰ ਸਾਹਿਬ xyxy=(631,766,934,777)
notice-item: ਇਸ ਨੋਟਸ ਰਾਹੀਂ ਜਾਣ ਹਿਤ ਟਰੈਕਟਰ ਨੰਬਰ AP23/0399(15 BHP) ਦੇ ਇਸ ਨਾਮ ਬਦਲੀ ਦੀ ਅਰਜ਼ੀ ਪ੍ਰਾਪਤ ਹੋਈ ਹੈ। ਜੇਕਰ ਕਿਸੇ ਨੂੰ ਇਤਰਾਜ਼ ਹੋਵੇ ਤਾਂ ਦਫ਼ਤਰ ਵਿਖੇ ਸੰਪਰਕ ਕਰੇ। xyxy=(604,125,962,148)
classified-entry: ਅਸੀਂ ਪਰਮਜੀਤ ਸਿੰਘ ਅਤੇ ਉਸਦੀ ਪਤਨੀ ਵਾਸੀ ਅਜਨਾਲਾ ਆਪਣੇ ਪੁੱਤਰ ਨੂੰ ਉਸਦੇ ਮਾੜੇ ਵਿਵਹਾਰ ਕਾਰਨ ਜਾਇਦਾਦ ਤੋਂ ਬੇਦਖਲ ਕਰਦੇ ਹਾਂ। xyxy=(1363,272,1547,318)
notice-ref: ਨੰਬਰ 48 /ਰੀਡਰ xyxy=(604,980,660,991)
entry-list xyxy=(1170,936,1354,1835)
notice-issued: ਮਿਤੀ : 29-08-2025 xyxy=(501,223,582,234)
classified-entry: ਮੈਂ ਗੁਰਨਾਮ ਸਿੰਘ ਪੁੱਤਰ ਦਲੀਪ ਸਿੰਘ ਵਾਸੀ ਵੇਰਕਾ ਆਪਣੇ ਪੁੱਤਰ ਅਤੇ ਨੂੰਹ ਨੂੰ ਬੇਦਖਲ ਕਰਦਾ ਹਾਂ। xyxy=(1363,430,1547,464)
notice-item: ਮੈਂ ਜਗਦੀਸ਼ ਸਿੰਘ ਪੁੱਤਰ ਹਰਭਜਨ ਸਿੰਘ ਵਾਸੀ ਮਮਦੋਟ ਆਪਣੇ ਪੁੱਤਰ ਅਤੇ ਨੂੰਹ ਨੂੰ ਆਪਣੀ ਜਾਇਦਾਦ ਤੋਂ ਬੇਦਖਲ ਕਰਦਾ ਹਾਂ। ਕੋਈ ਵੀ ਲੈਣ ਦੇਣ ਕਰਨ ਵਾਲਾ ਆਪ ਜਿੰਮੇਵਾਰ ਹੋਵੇਗਾ। xyxy=(16,281,204,317)
notice-date: ਮਿਤੀ: 8.9.2025 xyxy=(896,629,962,640)
notice-list xyxy=(9,118,210,475)
classified-entry: I, Om Prakash Singh S/o diwar Singh R/o harkrishan Nagar Chheharta Amritsar has change my name from Om Prakash Singh to Om Parkash Singh xyxy=(977,418,1161,477)
notice-issued: ਮਿਤੀ : 09/09/2025 xyxy=(502,965,582,976)
public-notice xyxy=(976,1842,1548,1975)
classified-entry: I Nanak Singh Insan S/O Gurdial Singh R/O Kotha Patti Mohabbat District Moga Have Changed My Name To Nanak Singh. xyxy=(1170,1657,1354,1704)
classified-entry: I, Kirandip Kaur W/o Karwaljit Singh R/o Vill. Bolewal Gurdaspur Punjab 143514. I Have Changed My Name Kirandeep Kaur. xyxy=(977,954,1161,1001)
